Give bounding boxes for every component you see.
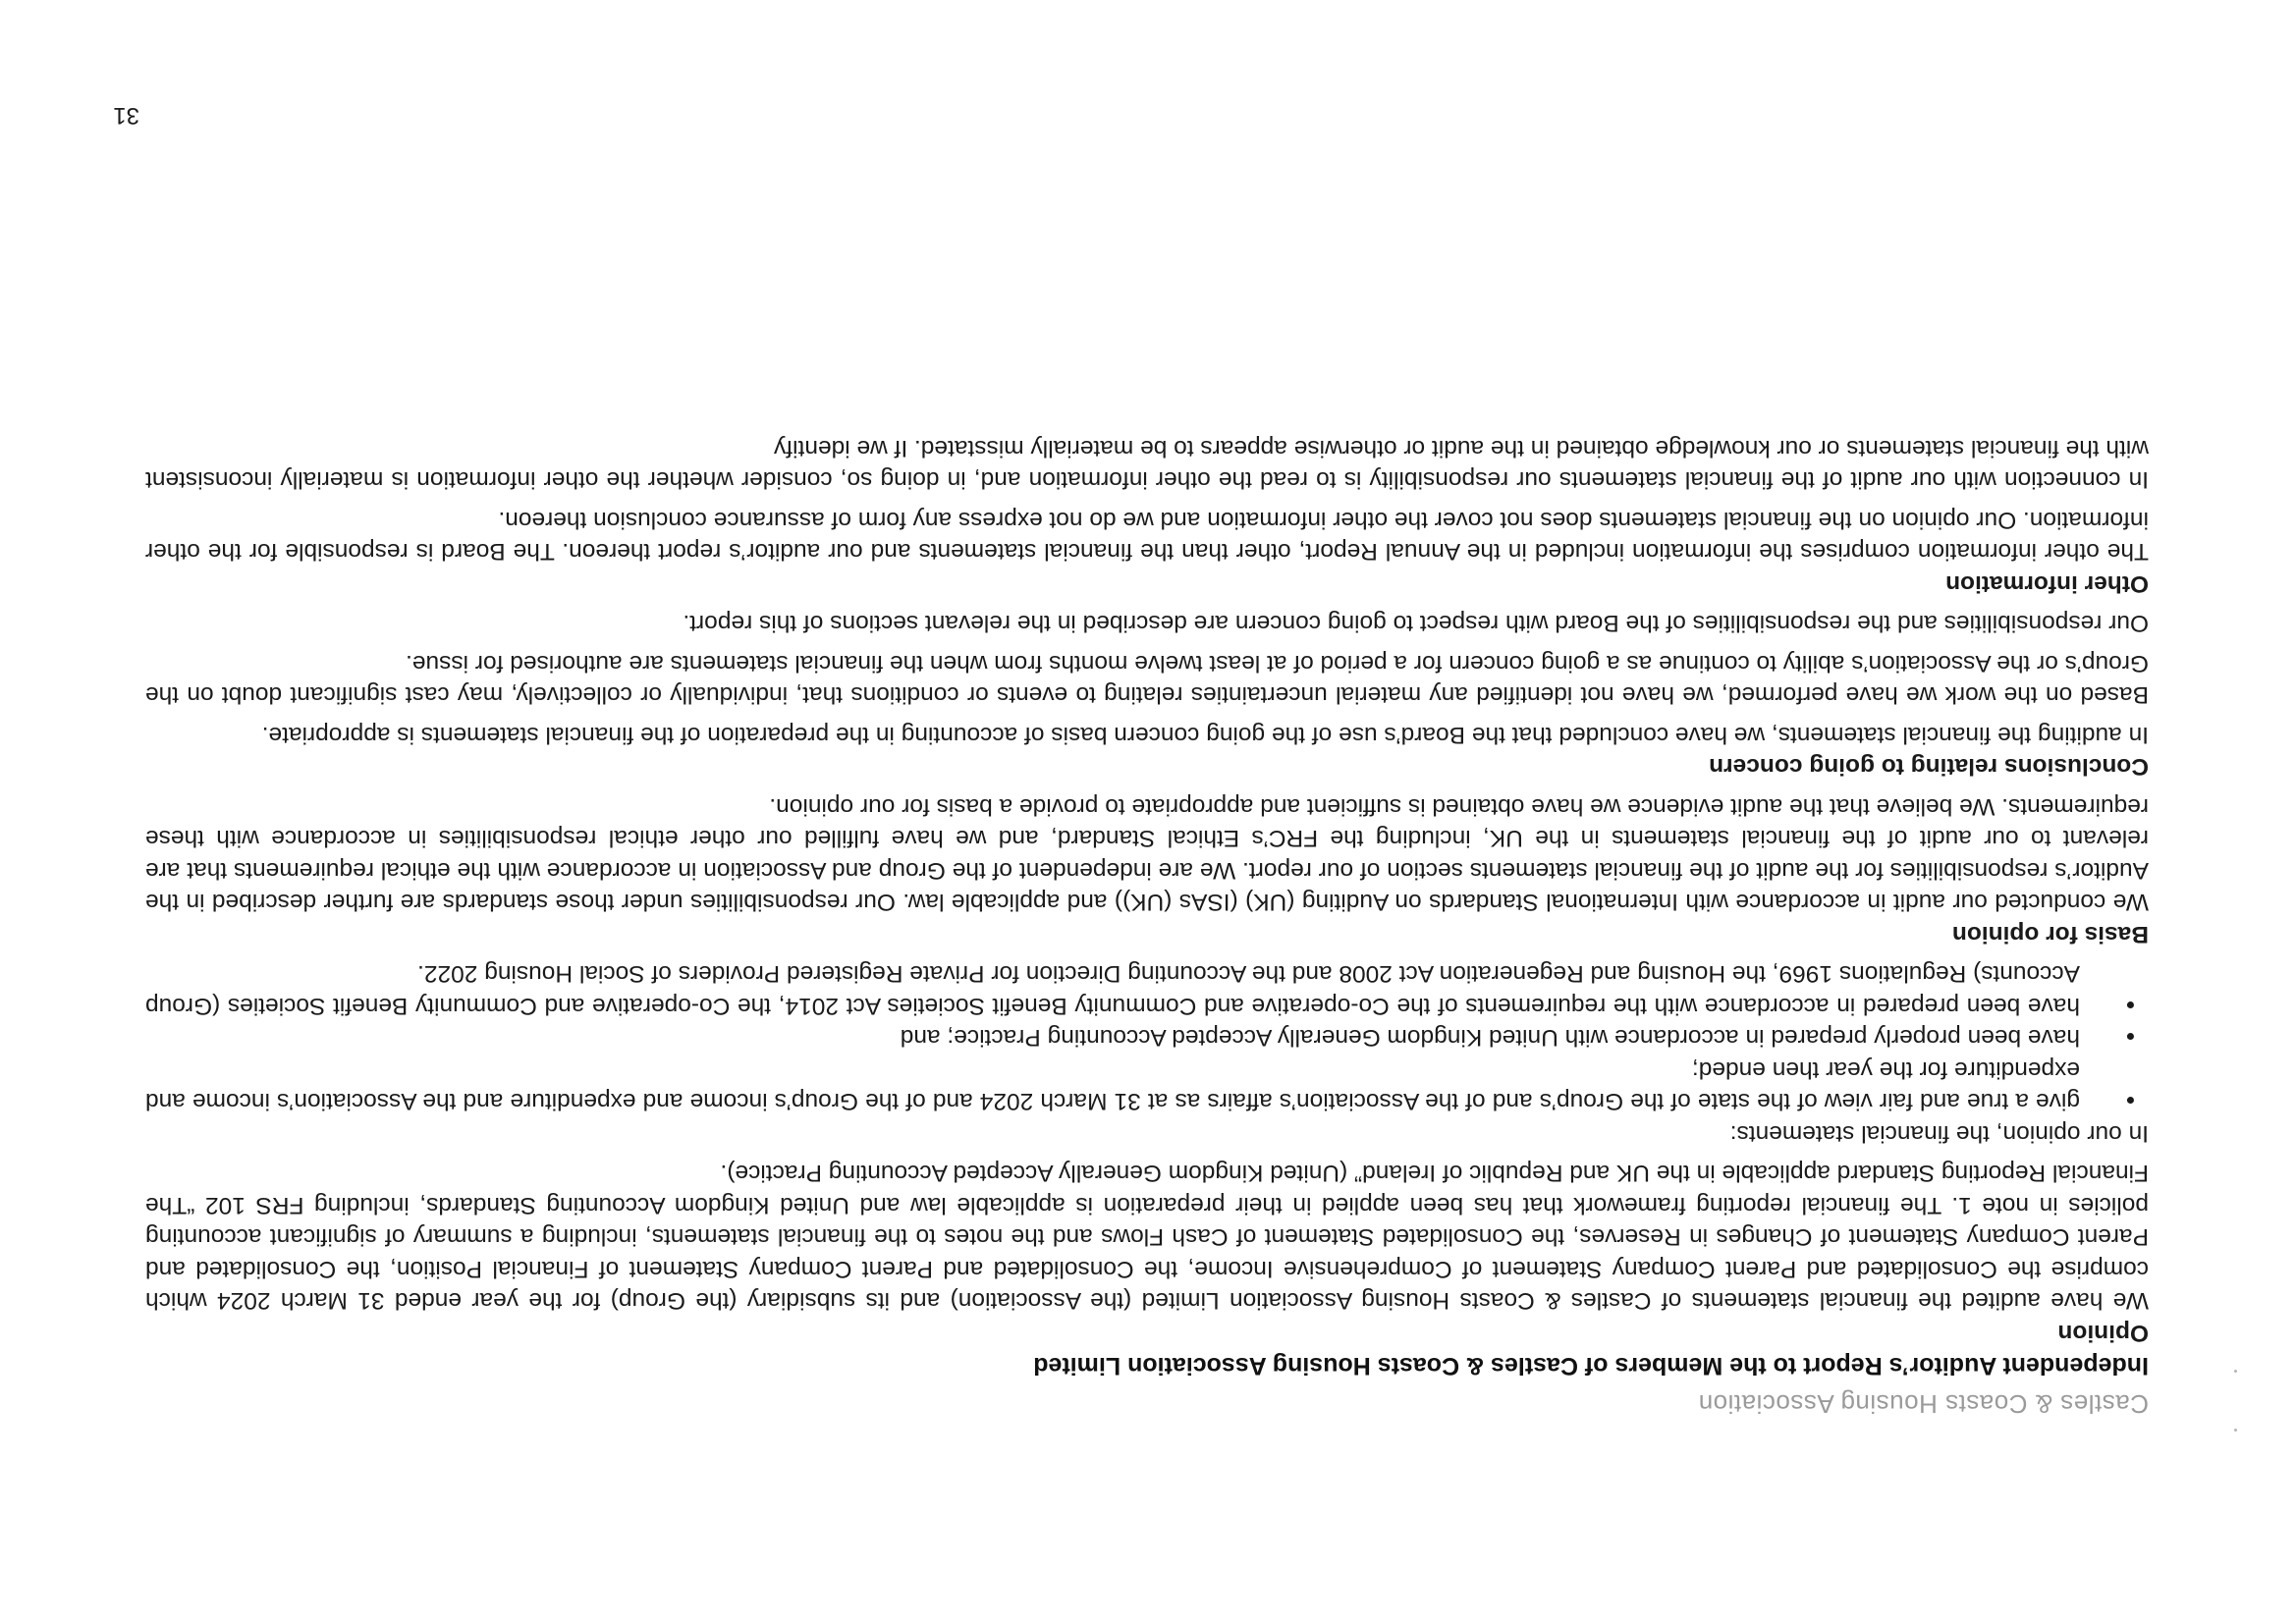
page-number: 31	[113, 102, 139, 129]
opinion-heading: Opinion	[2057, 1320, 2149, 1346]
report-body	[145, 424, 2149, 1349]
opinion-section	[145, 957, 2149, 1348]
going-concern-section	[145, 607, 2149, 783]
going-concern-heading: Conclusions relating to going concern	[1709, 753, 2149, 781]
opinion-bullet-item: • give a true and fair view of the state of the Group’s and of the Association’s affairs as at 31 March 2024 and of the Group’s income and expenditure and the Association’s income and expenditure for the year then ended;	[145, 1054, 2149, 1117]
scan-artifact-dot	[2234, 1370, 2237, 1373]
scan-artifact-dot	[2234, 1429, 2237, 1432]
opinion-paragraph: We have audited the financial statements of Castles & Coasts Housing Association Limited (the Association) and its subsidiary (the Group) for the year ended 31 March 2024 which comprise the Consolidated and Parent Company Statement of Comprehensive Income, the Consolidated and Parent Company Statement of Financial Position, the Consolidated and Parent Company Statement of Changes in Reserves, the Consolidated Statement of Cash Flows and the notes to the financial statements, including a summary of significant accounting policies in note 1. The financial reporting framework that has been applied in their preparation is applicable law and United Kingdom Accounting Standards, including FRS 102 “The Financial Reporting Standard applicable in the UK and Republic of Ireland” (United Kingdom Generally Accepted Accounting Practice).	[145, 1160, 2149, 1315]
going-concern-paragraph: Based on the work we have performed, we have not identified any material uncertainties relating to events or conditions that, individually or collectively, may cast significant doubt on the Group’s or the Association’s ability to continue as a going concern for a period of at least twelve months from when the financial statements are authorised for issue.	[145, 650, 2149, 709]
other-information-paragraph: The other information comprises the information included in the Annual Report, other than the financial statements and our auditor’s report thereon. The Board is responsible for the other information. Our opinion on the financial statements does not cover the other information and we do not express any form of assurance conclusion thereon.	[145, 507, 2149, 566]
basis-paragraph: We conducted our audit in accordance with International Standards on Auditing (UK) (ISAs (UK)) and applicable law. Our responsibilities under those standards are further described in the Auditor’s responsibilities for the audit of the financial statements section of our report. We are independent of the Group and Association in accordance with the ethical requirements that are relevant to our audit of the financial statements in the UK, including the FRC’s Ethical Standard, and we have fulfilled our other ethical responsibilities in accordance with these requirements. We believe that the audit evidence we have obtained is sufficient and appropriate to provide a basis for our opinion.	[145, 793, 2149, 916]
other-information-section	[145, 432, 2149, 600]
opinion-lead-in: In our opinion, the financial statements:	[1729, 1120, 2149, 1147]
going-concern-paragraph: In auditing the financial statements, we have concluded that the Board’s use of the going concern basis of accounting in the preparation of the financial statements is appropriate.	[261, 722, 2149, 748]
other-information-heading: Other information	[1945, 570, 2149, 597]
other-information-paragraph: In connection with our audit of the financial statements our responsibility is to read the other information and, in doing so, consider whether the other information is materially inconsistent with the financial statements or our knowledge obtained in the audit or otherwise appears to be materially misstated. If we identify	[145, 435, 2149, 494]
opinion-bullet-list	[145, 957, 2149, 1117]
going-concern-paragraph: Our responsibilities and the responsibilities of the Board with respect to going concern are described in the relevant sections of this report.	[683, 610, 2149, 637]
organisation-header: Castles & Coasts Housing Association	[1698, 1389, 2149, 1419]
basis-heading: Basis for opinion	[1951, 921, 2149, 947]
basis-for-opinion-section	[145, 790, 2149, 950]
opinion-bullet-item: • have been prepared in accordance with the requirements of the Co-operative and Community Benefit Societies Act 2014, the Co-operative and Community Benefit Societies (Group Accounts) Regulations 1969, the Housing and Regeneration Act 2008 and the Accounting Direction for Private Registered Providers of Social Housing 2022.	[145, 957, 2149, 1021]
opinion-bullet-item: • have been properly prepared in accordance with United Kingdom Generally Accepted Accounting Practice; and	[145, 1021, 2149, 1054]
report-title: Independent Auditor’s Report to the Members of Castles & Coasts Housing Association Limited	[1033, 1352, 2149, 1380]
